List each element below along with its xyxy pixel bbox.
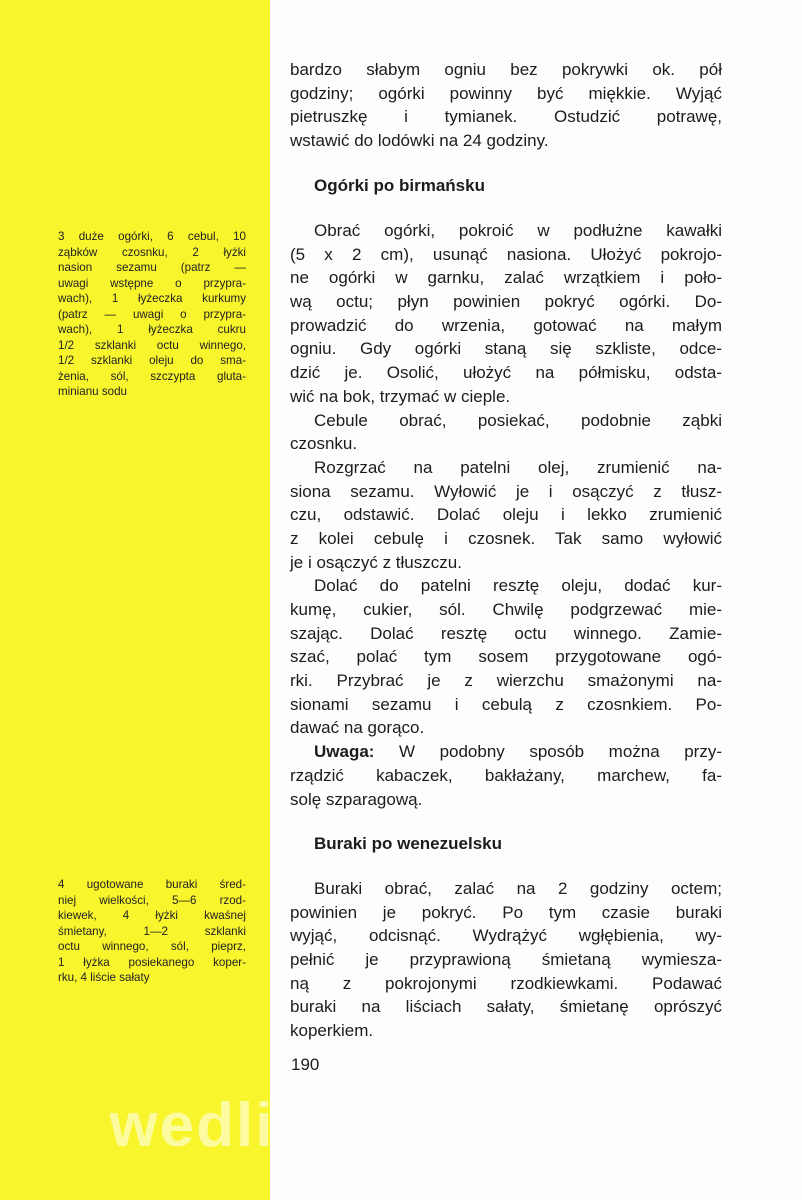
yellow-margin [0, 0, 270, 1200]
text-line: Cebule obrać, posiekać, podobnie ząbki [314, 410, 722, 430]
text-line: godziny; ogórki powinny być miękkie. Wyjąć [290, 83, 722, 103]
ingredient-line: uwagi wstępne o przypra- [58, 276, 246, 290]
recipe-title-ogorki: Ogórki po birmańsku [314, 176, 485, 195]
ingredient-line: śmietany, 1—2 szklanki [58, 924, 246, 938]
recipe-body-ogorki [290, 219, 722, 811]
text-line: wą octu; płyn powinien pokryć ogórki. Do- [290, 292, 722, 312]
text-line: koperkiem. [290, 1021, 374, 1041]
ingredient-line: minianu sodu [58, 385, 127, 398]
text-line [290, 740, 722, 764]
recipe-body-buraki [290, 877, 722, 1043]
text-line: buraki na liściach sałaty, śmietanę oprószyć [290, 997, 722, 1017]
text-line: je i osączyć z tłuszczu. [290, 552, 462, 572]
ingredient-line: wach), 1 łyżeczka cukru [58, 323, 246, 336]
recipe-title-buraki: Buraki po wenezuelsku [314, 834, 502, 853]
text-line: bardzo słabym ogniu bez pokrywki ok. pół [290, 60, 722, 79]
text-line: czu, odstawić. Dolać oleju i lekko zrumienić [290, 505, 722, 525]
text-line: rządzić kabaczek, bakłażany, marchew, fa- [290, 765, 722, 785]
text-line: Obrać ogórki, pokroić w podłużne kawałki [314, 221, 722, 240]
text-line: dawać na gorąco. [290, 718, 425, 738]
ingredients-birmanski [58, 229, 246, 400]
note-text: W podobny sposób można przy- [374, 742, 722, 762]
text-line: Rozgrzać na patelni olej, zrumienić na- [314, 457, 722, 477]
text-line: wstawić do lodówki na 24 godziny. [290, 131, 549, 151]
ingredient-line: 1/2 szklanki octu winnego, [58, 338, 246, 352]
ingredient-line: ząbków czosnku, 2 łyżki [58, 245, 246, 259]
text-line: pietruszkę i tymianek. Ostudzić potrawę, [290, 107, 722, 127]
text-line: prowadzić do wrzenia, gotować na małym [290, 315, 722, 335]
text-line: wyjąć, odcisnąć. Wydrążyć wgłębienia, wy- [290, 926, 722, 946]
text-line: kumę, cukier, sól. Chwilę podgrzewać mie- [290, 600, 722, 619]
ingredient-line: niej wielkości, 5—6 rzod- [58, 893, 246, 907]
text-line: ne ogórki w garnku, zalać wrzątkiem i poło- [290, 268, 722, 288]
text-line: siona sezamu. Wyłowić je i osączyć z tłusz- [290, 481, 722, 501]
text-line: ogniu. Gdy ogórki staną się szkliste, odce- [290, 339, 722, 359]
watermark: wedlinydomowe.pl [109, 1091, 693, 1160]
ingredient-line: 1 łyżka posiekanego koper- [58, 955, 246, 969]
ingredient-line: 4 ugotowane buraki śred- [58, 878, 246, 891]
text-line: szając. Dolać resztę octu winnego. Zamie- [290, 623, 722, 643]
ingredient-line: (patrz — uwagi o przypra- [58, 307, 246, 321]
ingredient-line: żenia, sól, szczypta gluta- [58, 369, 246, 383]
ingredient-line: 1/2 szklanki oleju do sma- [58, 354, 246, 367]
page-number: 190 [291, 1055, 320, 1074]
text-line: Dolać do patelni resztę oleju, dodać kur- [314, 576, 722, 596]
text-line: szać, polać tym sosem przygotowane ogó- [290, 647, 722, 667]
ingredient-line: wach), 1 łyżeczka kurkumy [58, 292, 246, 305]
text-line: powinien je pokryć. Po tym czasie buraki [290, 902, 722, 922]
text-line: dzić je. Osolić, ułożyć na półmisku, odsta- [290, 363, 722, 383]
text-line: ną z pokrojonymi rzodkiewkami. Podawać [290, 973, 722, 993]
ingredients-wenezuelski [58, 877, 246, 986]
text-line: rki. Przybrać je z wierzchu smażonymi na- [290, 671, 722, 691]
text-line: z kolei cebulę i czosnek. Tak samo wyłowić [290, 528, 722, 548]
ingredient-line: 3 duże ogórki, 6 cebul, 10 [58, 230, 246, 243]
ingredient-line: nasion sezamu (patrz — [58, 261, 246, 274]
intro-text [290, 58, 722, 153]
text-line: pełnić je przyprawioną śmietaną wymiesza- [290, 950, 722, 970]
ingredient-line: octu winnego, sól, pieprz, [58, 940, 246, 953]
text-line: sionami sezamu i cebulą z czosnkiem. Po- [290, 694, 722, 714]
ingredient-line: kiewek, 4 łyżki kwaśnej [58, 909, 246, 922]
text-line: wić na bok, trzymać w cieple. [290, 386, 511, 406]
note-label: Uwaga: [314, 742, 375, 762]
text-line: (5 x 2 cm), usunąć nasiona. Ułożyć pokrojo- [290, 244, 722, 264]
ingredient-line: rku, 4 liście sałaty [58, 971, 150, 984]
text-line: czosnku. [290, 434, 358, 454]
text-line: solę szparagową. [290, 789, 423, 809]
text-line: Buraki obrać, zalać na 2 godziny octem; [314, 879, 722, 898]
